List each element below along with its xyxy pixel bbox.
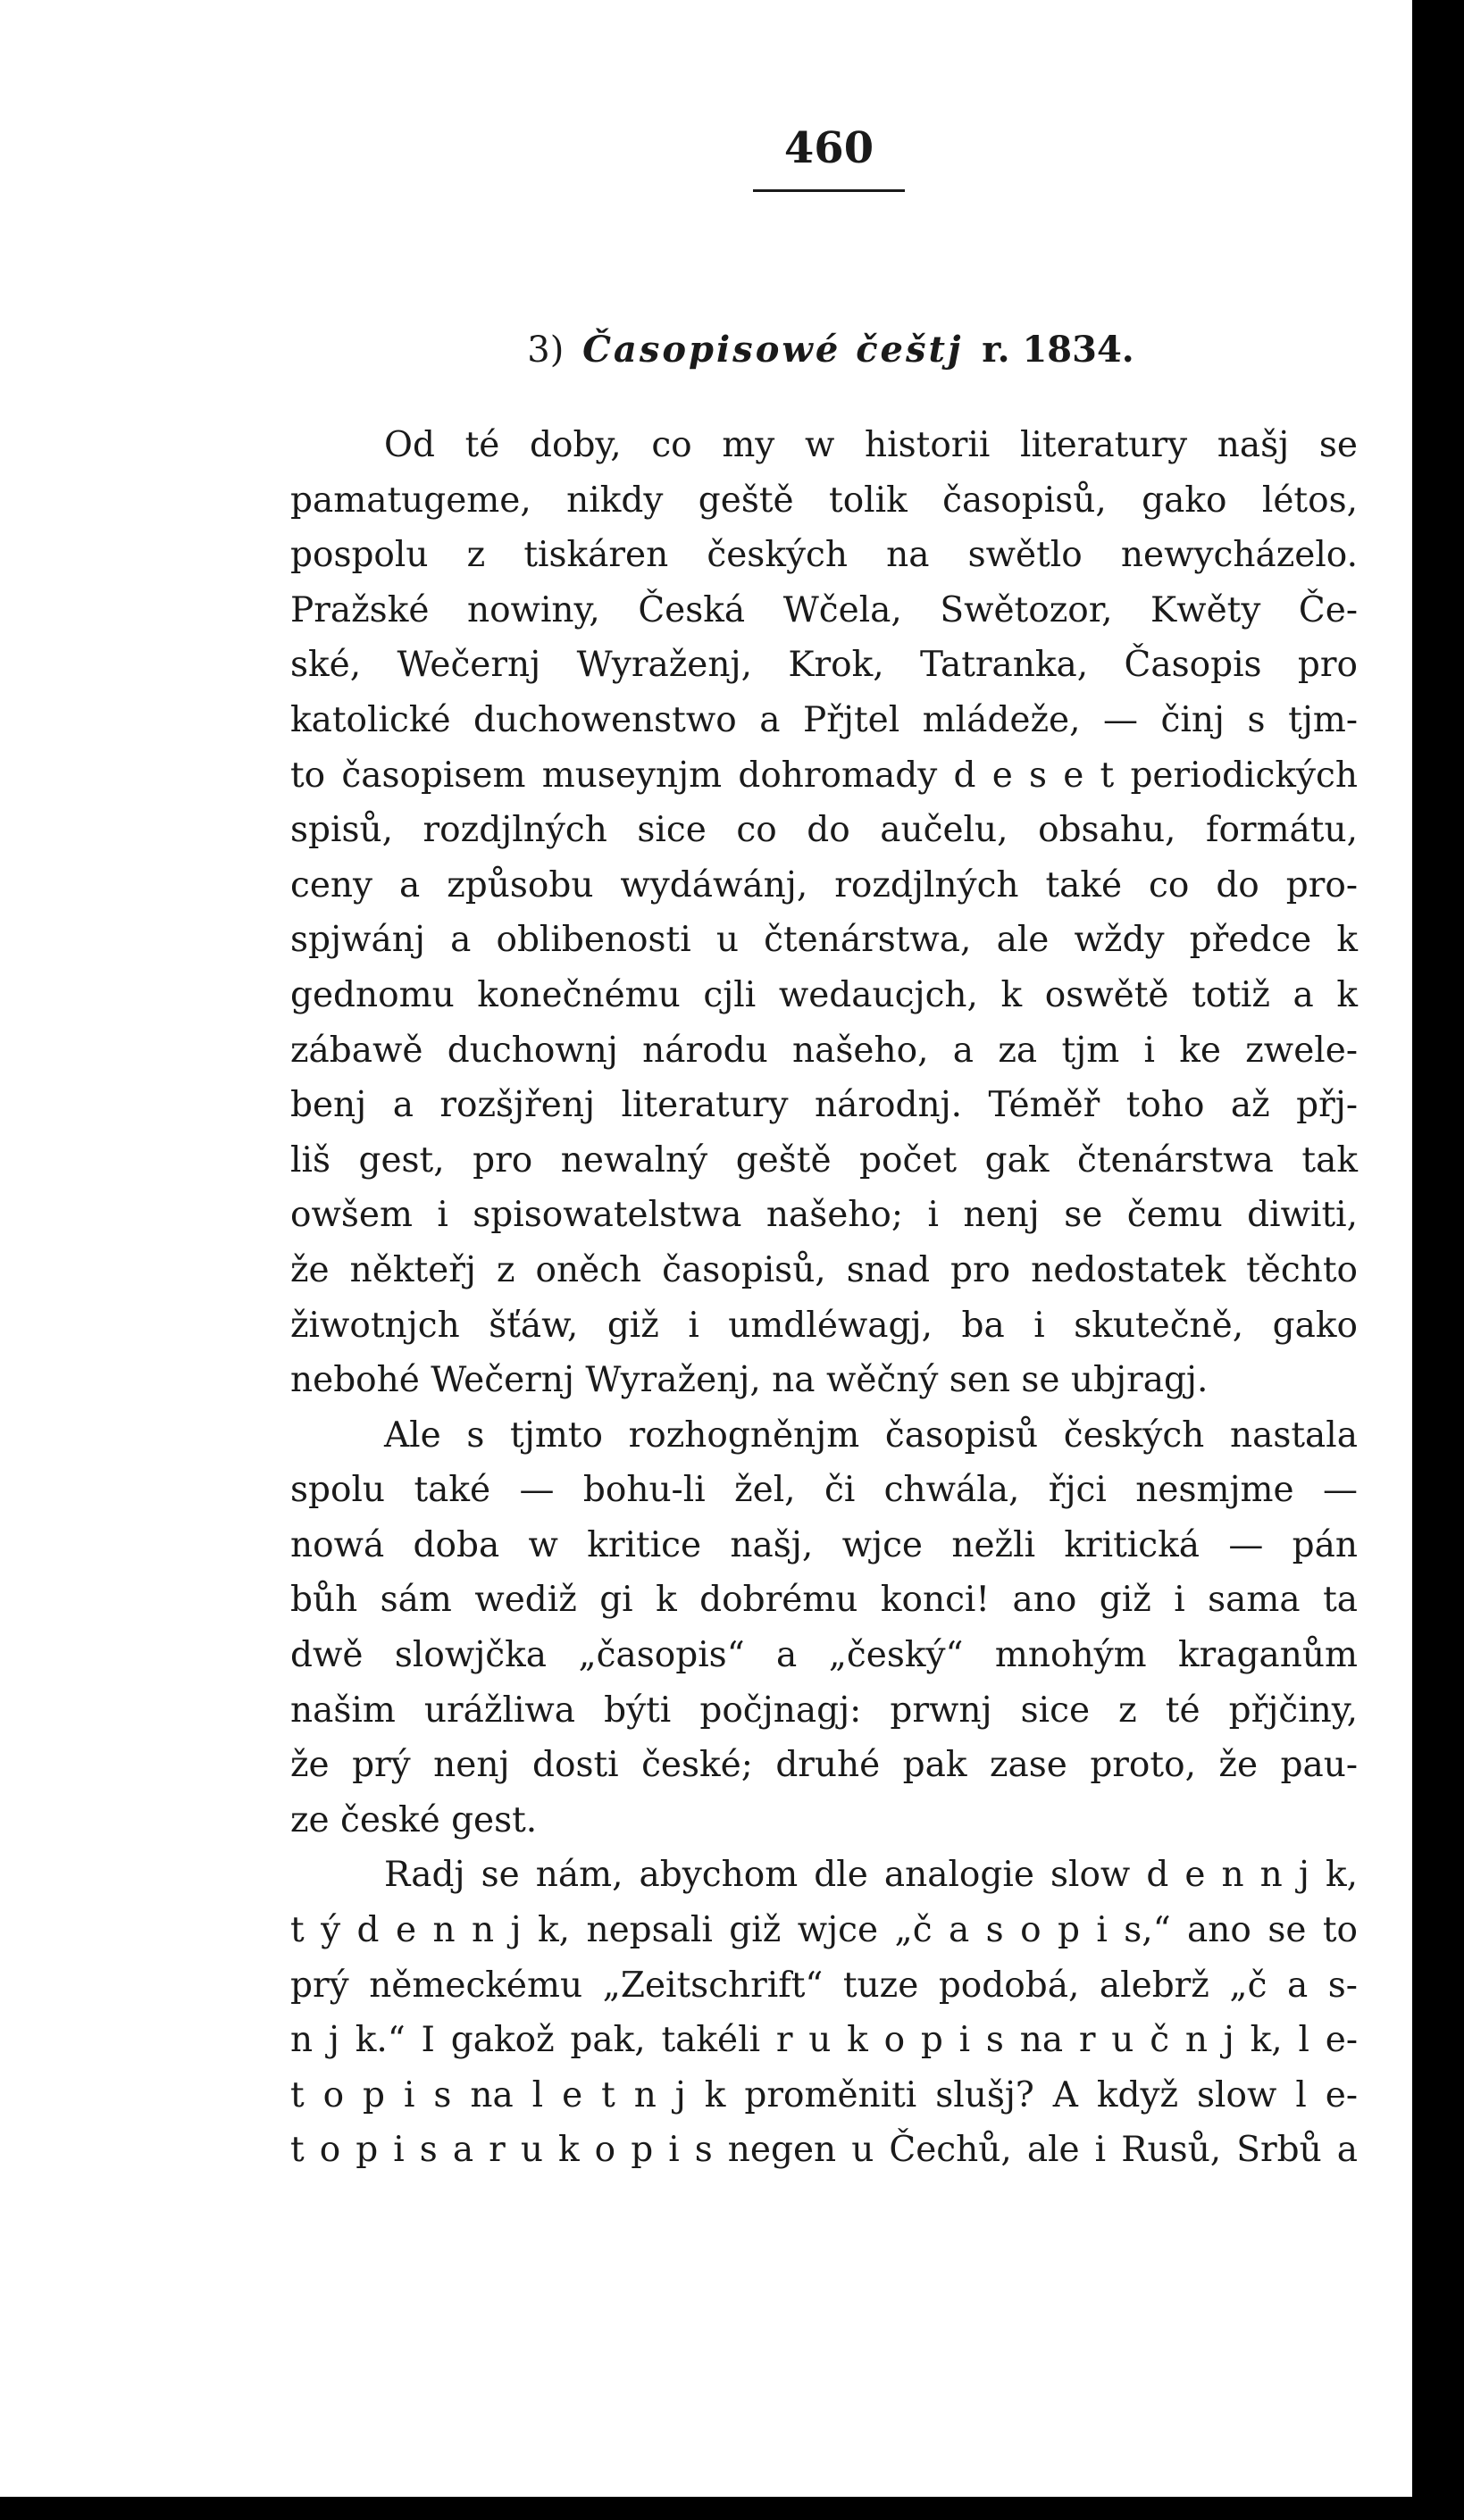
text-line: nowá doba w kritice našj, wjce nežli kritická — pán <box>290 1524 1358 1565</box>
text-line: spolu také — bohu-li žel, či chwála, řjci nesmjme — <box>290 1470 1358 1511</box>
text-line: owšem i spisowatelstwa našeho; i nenj se čemu diwiti, <box>290 1195 1358 1236</box>
text-line: našim urážliwa býti počjnagj: prwnj sice z té přjčiny, <box>290 1690 1358 1731</box>
text-line: prý německému „Zeitschrift“ tuze podobá, alebrž „č a s- <box>290 1965 1358 2006</box>
scan-edge-right <box>1412 0 1464 2520</box>
page-number: 460 <box>783 123 874 173</box>
text-line: nebohé Wečernj Wyraženj, na wěčný sen se ubjragj. <box>290 1360 1209 1401</box>
text-line: to časopisem museynjm dohromady d e s e t periodických <box>290 755 1358 796</box>
text-line: t o p i s na l e t n j k proměniti slušj? A když slow l e- <box>290 2074 1358 2115</box>
text-line: Ale s tjmto rozhogněnjm časopisů českých nastala <box>384 1414 1358 1456</box>
section-heading <box>295 329 1367 371</box>
text-line: t o p i s a r u k o p i s negen u Čechů, ale i Rusů, Srbů a <box>290 2130 1358 2171</box>
text-line: dwě slowjčka „časopis“ a „český“ mnohým kraganům <box>290 1635 1358 1676</box>
text-line: benj a rozšjřenj literatury národnj. Téměř toho až přj- <box>290 1085 1358 1126</box>
body-text <box>290 418 1358 2178</box>
text-line: že prý nenj dosti české; druhé pak zase proto, že pau- <box>290 1745 1358 1786</box>
section-year: r. 1834. <box>982 329 1134 371</box>
text-line: ské, Wečernj Wyraženj, Krok, Tatranka, Časopis pro <box>290 645 1358 686</box>
section-number: 3) <box>527 330 565 371</box>
text-line: pospolu z tiskáren českých na swětlo newycházelo. <box>290 535 1358 576</box>
scan-edge-bottom <box>0 2497 1464 2520</box>
text-line: Pražské nowiny, Česká Wčela, Swětozor, Kwěty Če- <box>290 589 1358 630</box>
page-number-rule <box>753 189 905 192</box>
text-line: spisů, rozdjlných sice co do aučelu, obsahu, formátu, <box>290 810 1358 851</box>
section-title: Časopisowé češtj <box>582 329 964 371</box>
text-line: ze české gest. <box>290 1799 538 1840</box>
text-line: bůh sám wediž gi k dobrému konci! ano giž i sama ta <box>290 1580 1358 1621</box>
text-line: spjwánj a oblibenosti u čtenárstwa, ale wždy předce k <box>290 920 1358 961</box>
text-line: n j k.“ I gakož pak, takéli r u k o p i s na r u č n j k, l e- <box>290 2020 1358 2061</box>
text-line: liš gest, pro newalný geště počet gak čtenárstwa tak <box>290 1139 1358 1181</box>
text-line: že někteřj z oněch časopisů, snad pro nedostatek těchto <box>290 1249 1358 1290</box>
text-line: pamatugeme, nikdy geště tolik časopisů, gako létos, <box>290 480 1358 521</box>
text-line: ceny a způsobu wydáwánj, rozdjlných také co do pro- <box>290 864 1358 905</box>
text-line: Od té doby, co my w historii literatury našj se <box>384 425 1358 465</box>
text-line: katolické duchowenstwo a Přjtel mládeže, — činj s tjm- <box>290 699 1358 740</box>
text-line: gednomu konečnému cjli wedaucjch, k oswětě totiž a k <box>290 974 1358 1015</box>
text-line: žiwotnjch šťáw, giž i umdléwagj, ba i skutečně, gako <box>290 1305 1358 1346</box>
text-line: t ý d e n n j k, nepsali giž wjce „č a s o p i s,“ ano se to <box>290 1910 1358 1951</box>
text-line: Radj se nám, abychom dle analogie slow d e n n j k, <box>384 1855 1358 1896</box>
text-line: zábawě duchownj národu našeho, a za tjm i ke zwele- <box>290 1030 1358 1071</box>
